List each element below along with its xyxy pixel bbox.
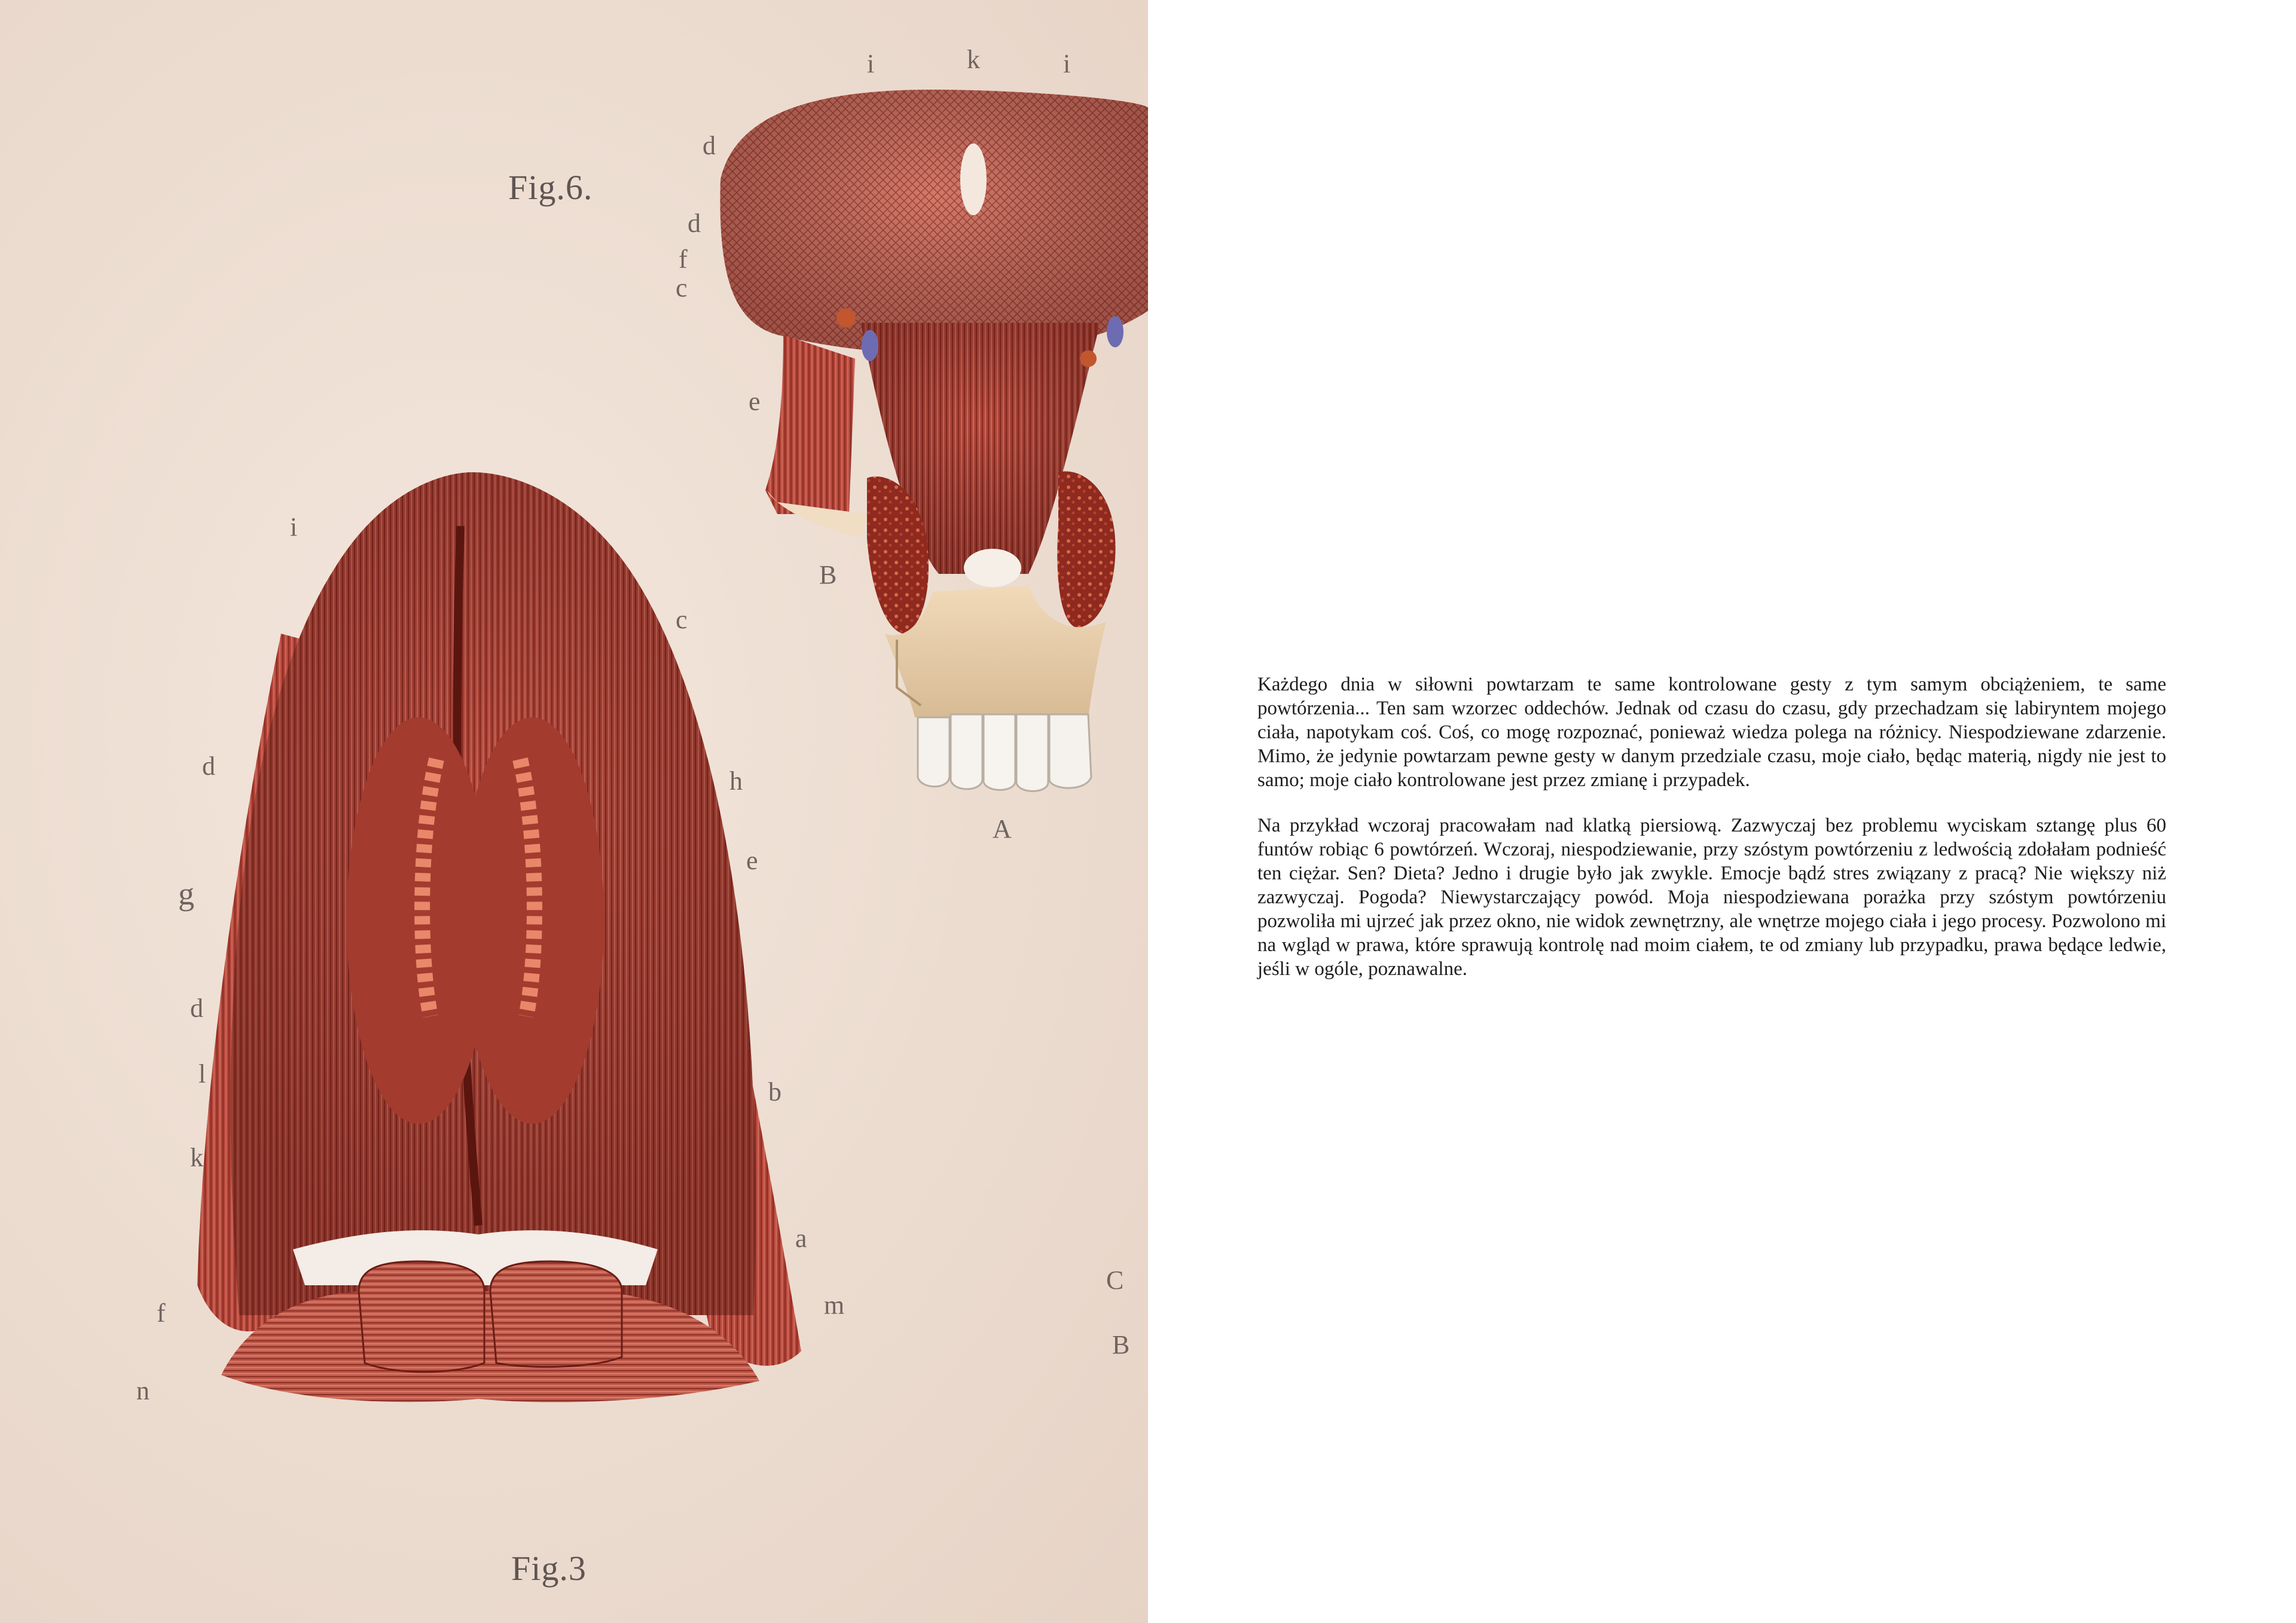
- figure-caption-3: Fig.3: [511, 1549, 587, 1588]
- plate-label: i: [290, 512, 298, 542]
- plate-label: i: [867, 49, 875, 78]
- plate-label: n: [136, 1376, 149, 1405]
- plate-label: e: [746, 846, 758, 875]
- plate-label: A: [993, 814, 1012, 843]
- plate-label: d: [703, 131, 716, 160]
- body-text: [1257, 673, 2166, 1002]
- plate-label: d: [202, 751, 215, 781]
- plate-label: b: [768, 1077, 781, 1107]
- plate-label: d: [190, 994, 203, 1023]
- plate-label: l: [199, 1059, 206, 1089]
- plate-label: B: [819, 560, 837, 589]
- plate-label: m: [824, 1291, 845, 1320]
- plate-label: c: [676, 273, 688, 302]
- fig6-illustration: [720, 90, 1148, 791]
- paragraph-2: Na przykład wczoraj pracowałam nad klatką piersiową. Zazwyczaj bez problemu wyciskam sztangę plus 60 funtów robiąc 6 powtórzeń. Wczoraj, niespodziewanie, przy szóstym powtórzeniu z ledwością zdołałam podnieść ten ciężar. Sen? Dieta? Jedno i drugie było jak zwykle. Emocje bądź stres związany z pracą? Nie większy niż zazwyczaj. Pogoda? Niewystarczający powód. Moja niespodziewana porażka przy szóstym powtórzeniu pozwoliła mi ujrzeć jak przez okno, nie widok zewnętrzny, ale wnętrze mojego ciała i jego procesy. Pozwolono mi na wgląd w prawa, które sprawują kontrolę nad moim ciałem, te od zmiany lub przypadku, prawa będące ledwie, jeśli w ogóle, poznawalne.: [1257, 815, 2166, 980]
- plate-label: f: [679, 244, 688, 274]
- plate-label: h: [729, 766, 743, 796]
- fig3-illustration: [197, 472, 801, 1402]
- paragraph-1: Każdego dnia w siłowni powtarzam te same kontrolowane gesty z tym samym obciążeniem, te same powtórzenia... Ten sam wzorzec oddechów. Jednak od czasu do czasu, gdy przechadzam się labiryntem mojego ciała, napotykam coś. Coś, co mogę rozpoznać, ponieważ wiedza polega na różnicy. Niespodziewane zdarzenie. Mimo, że jedynie powtarzam pewne gesty w danym przedziale czasu, moje ciało, będąc materią, nigdy nie jest to samo; moje ciało kontrolowane jest przez zmianę i przypadek.: [1257, 674, 2166, 791]
- plate-label: B: [1112, 1330, 1130, 1359]
- plate-label: f: [157, 1298, 166, 1328]
- plate-label: e: [749, 387, 761, 416]
- plate-label: d: [688, 209, 701, 238]
- plate-label: i: [1063, 49, 1071, 78]
- plate-label: c: [676, 605, 688, 634]
- plate-label: k: [190, 1143, 203, 1172]
- plate-label: k: [967, 45, 980, 74]
- figure-caption-6: Fig.6.: [508, 168, 593, 207]
- teeth: [918, 714, 1091, 791]
- plate-label: g: [178, 876, 194, 912]
- plate-label: C: [1106, 1266, 1124, 1295]
- plate-label: a: [795, 1224, 807, 1253]
- text-page: [1148, 0, 2296, 1623]
